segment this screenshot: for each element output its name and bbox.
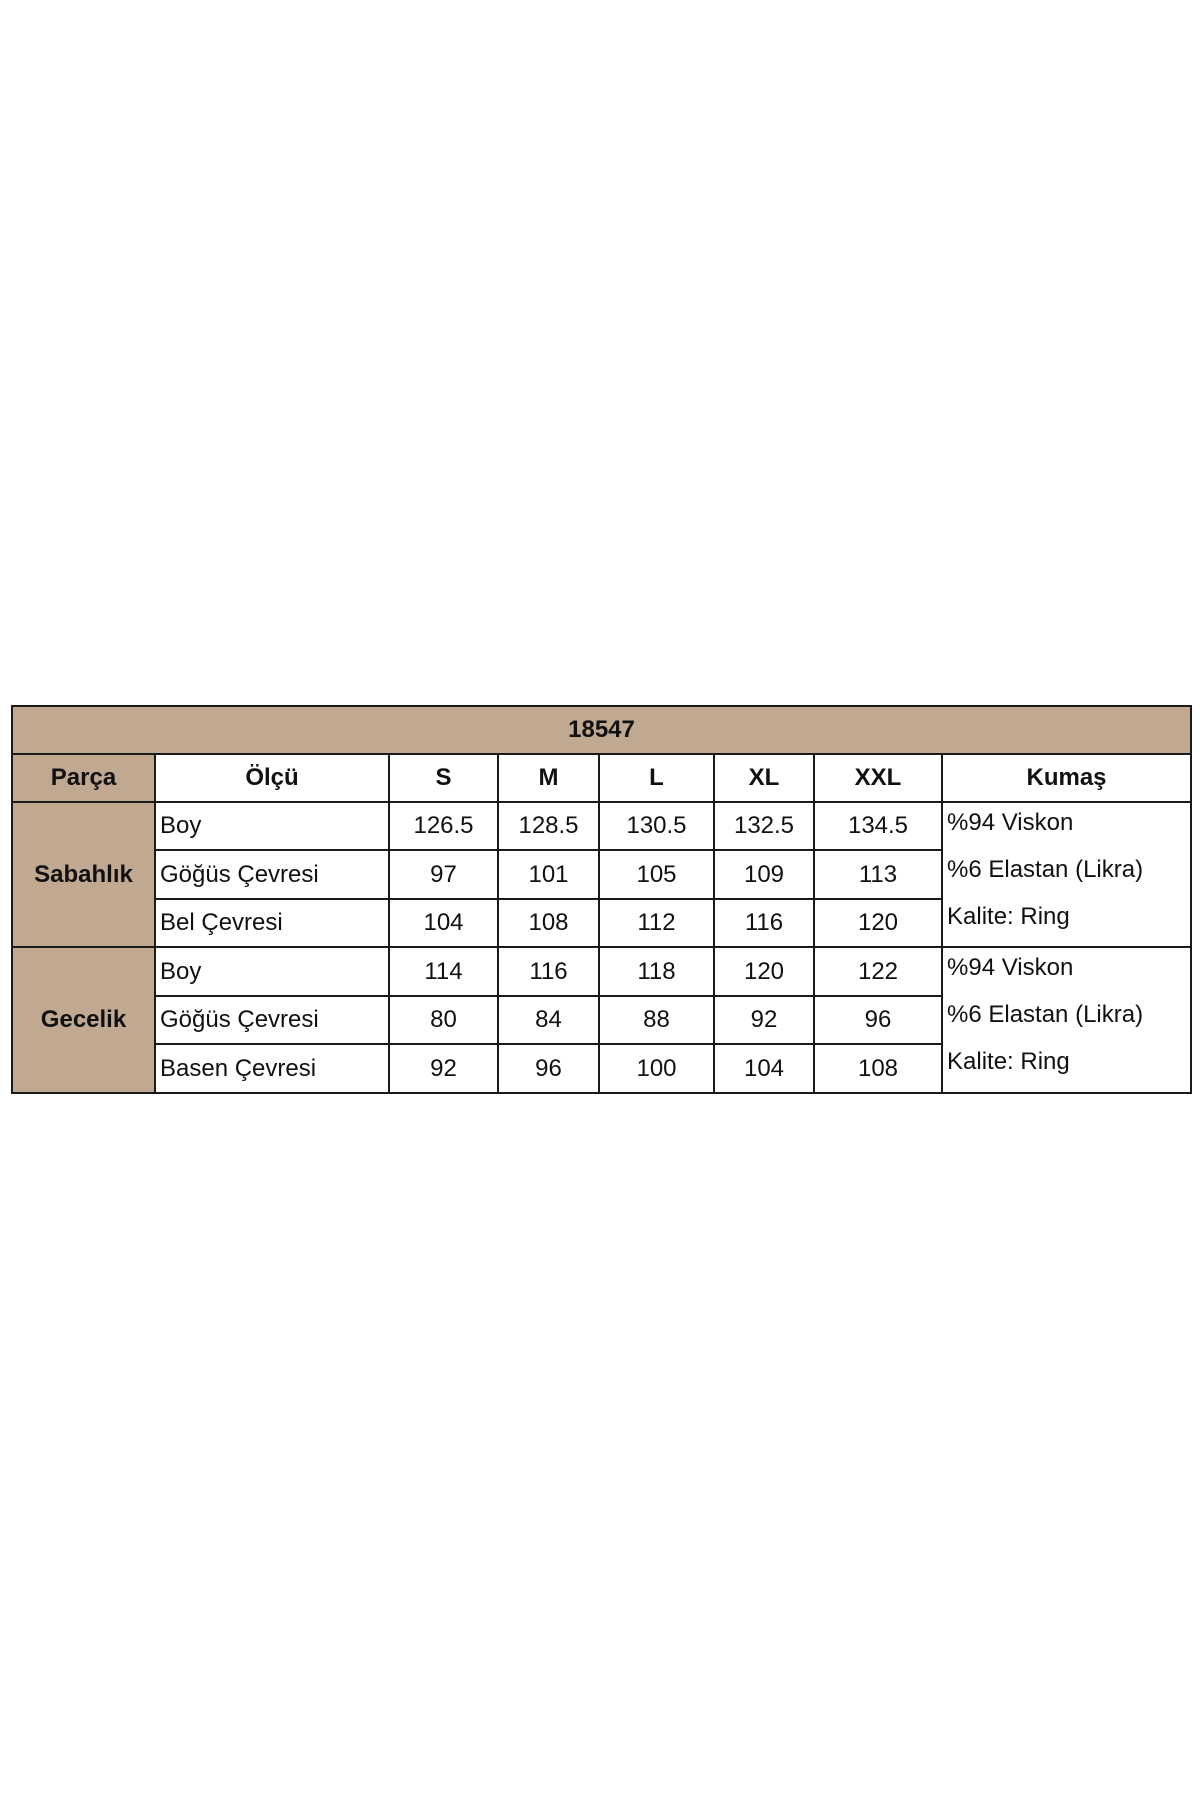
fabric-line: %94 Viskon [947, 954, 1074, 982]
size-value: 112 [599, 899, 714, 948]
size-value: 104 [389, 899, 498, 948]
size-value: 108 [498, 899, 599, 948]
size-value: 130.5 [599, 802, 714, 851]
measure-label: Göğüs Çevresi [155, 850, 389, 899]
size-value: 120 [814, 899, 942, 948]
size-value: 92 [714, 996, 814, 1045]
size-value: 114 [389, 947, 498, 996]
table-row [12, 802, 1191, 851]
size-value: 105 [599, 850, 714, 899]
fabric-line: Kalite: Ring [947, 1048, 1070, 1076]
header-fabric: Kumaş [942, 754, 1191, 802]
fabric-line: Kalite: Ring [947, 902, 1070, 930]
size-value: 84 [498, 996, 599, 1045]
header-size-s: S [389, 754, 498, 802]
table-title: 18547 [12, 706, 1191, 754]
measure-label: Boy [155, 947, 389, 996]
measure-label: Bel Çevresi [155, 899, 389, 948]
fabric-line: %6 Elastan (Likra) [947, 855, 1144, 883]
measure-label: Boy [155, 802, 389, 851]
size-value: 104 [714, 1044, 814, 1093]
size-value: 101 [498, 850, 599, 899]
header-size-m: M [498, 754, 599, 802]
header-measure: Ölçü [155, 754, 389, 802]
header-part: Parça [12, 754, 155, 802]
measure-label: Göğüs Çevresi [155, 996, 389, 1045]
fabric-info-sabahlik [942, 802, 1191, 948]
size-value: 100 [599, 1044, 714, 1093]
size-value: 97 [389, 850, 498, 899]
size-value: 120 [714, 947, 814, 996]
fabric-line: %94 Viskon [947, 808, 1074, 836]
size-value: 96 [498, 1044, 599, 1093]
size-value: 116 [498, 947, 599, 996]
size-value: 132.5 [714, 802, 814, 851]
size-value: 128.5 [498, 802, 599, 851]
size-value: 134.5 [814, 802, 942, 851]
size-value: 126.5 [389, 802, 498, 851]
size-chart-table [11, 705, 1192, 1094]
header-size-l: L [599, 754, 714, 802]
group-name-gecelik: Gecelik [12, 947, 155, 1093]
table-row [12, 947, 1191, 996]
size-value: 80 [389, 996, 498, 1045]
size-value: 96 [814, 996, 942, 1045]
header-size-xxl: XXL [814, 754, 942, 802]
fabric-info-gecelik [942, 947, 1191, 1093]
fabric-line: %6 Elastan (Likra) [947, 1001, 1144, 1029]
size-value: 118 [599, 947, 714, 996]
size-value: 92 [389, 1044, 498, 1093]
size-value: 88 [599, 996, 714, 1045]
group-name-sabahlik: Sabahlık [12, 802, 155, 948]
header-size-xl: XL [714, 754, 814, 802]
size-value: 113 [814, 850, 942, 899]
size-value: 122 [814, 947, 942, 996]
size-value: 108 [814, 1044, 942, 1093]
size-value: 109 [714, 850, 814, 899]
size-value: 116 [714, 899, 814, 948]
measure-label: Basen Çevresi [155, 1044, 389, 1093]
